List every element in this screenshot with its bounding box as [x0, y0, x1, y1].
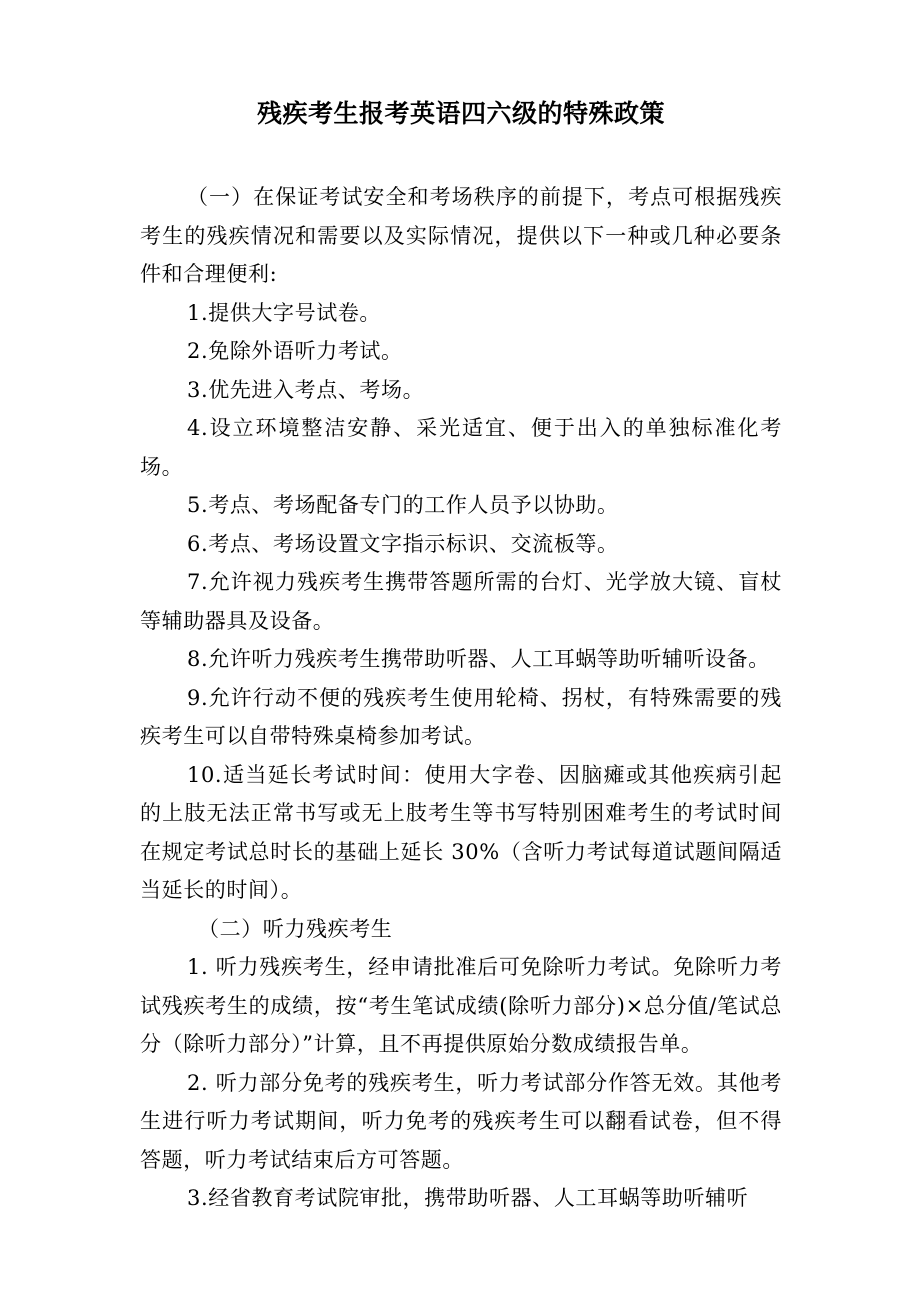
section1-item-8: 8.允许听力残疾考生携带助听器、人工耳蜗等助听辅听设备。 [187, 647, 770, 671]
section1-item-3: 3.优先进入考点、考场。 [187, 377, 425, 402]
section2-heading: （二）听力残疾考生 [198, 916, 393, 941]
section1-item-6: 6.考点、考场设置文字指示标识、交流板等。 [187, 531, 619, 556]
section1-item-9: 9.允许行动不便的残疾考生使用轮椅、拐杖，有特殊需要的残疾考生可以自带特殊桌椅参加考试。 [140, 685, 782, 748]
section1-intro: （一）在保证考试安全和考场秩序的前提下，考点可根据残疾考生的残疾情况和需要以及实际情况，提供以下一种或几种必要条件和合理便利: [140, 185, 782, 286]
document-title: 残疾考生报考英语四六级的特殊政策 [256, 99, 665, 128]
section2-item-2: 2. 听力部分免考的残疾考生，听力考试部分作答无效。其他考生进行听力考试期间，听力免考的残疾考生可以翻看试卷，但不得答题，听力考试结束后方可答题。 [140, 1070, 782, 1172]
section1-item-2: 2.免除外语听力考试。 [187, 339, 403, 363]
section1-item-5: 5.考点、考场配备专门的工作人员予以协助。 [187, 493, 619, 517]
section1-item-4: 4.设立环境整洁安静、采光适宜、便于出入的单独标准化考场。 [140, 416, 782, 479]
section1-item-1: 1.提供大字号试卷。 [187, 300, 382, 325]
section2-item-1: 1. 听力残疾考生，经申请批准后可免除听力考试。免除听力考试残疾考生的成绩，按“考生笔试成绩(除听力部分)×总分值/笔试总分（除听力部分）”计算，且不再提供原始分数成绩报告单。 [140, 955, 782, 1056]
section1-item-7: 7.允许视力残疾考生携带答题所需的台灯、光学放大镜、盲杖等辅助器具及设备。 [140, 570, 782, 633]
section2-item-3: 3.经省教育考试院审批，携带助听器、人工耳蜗等助听辅听 [187, 1186, 749, 1210]
section1-item-10: 10.适当延长考试时间：使用大字卷、因脑瘫或其他疾病引起的上肢无法正常书写或无上肢考生等书写特别困难考生的考试时间在规定考试总时长的基础上延长 30%（含听力考试每道试题间隔适当延长的时间）。 [140, 762, 782, 902]
